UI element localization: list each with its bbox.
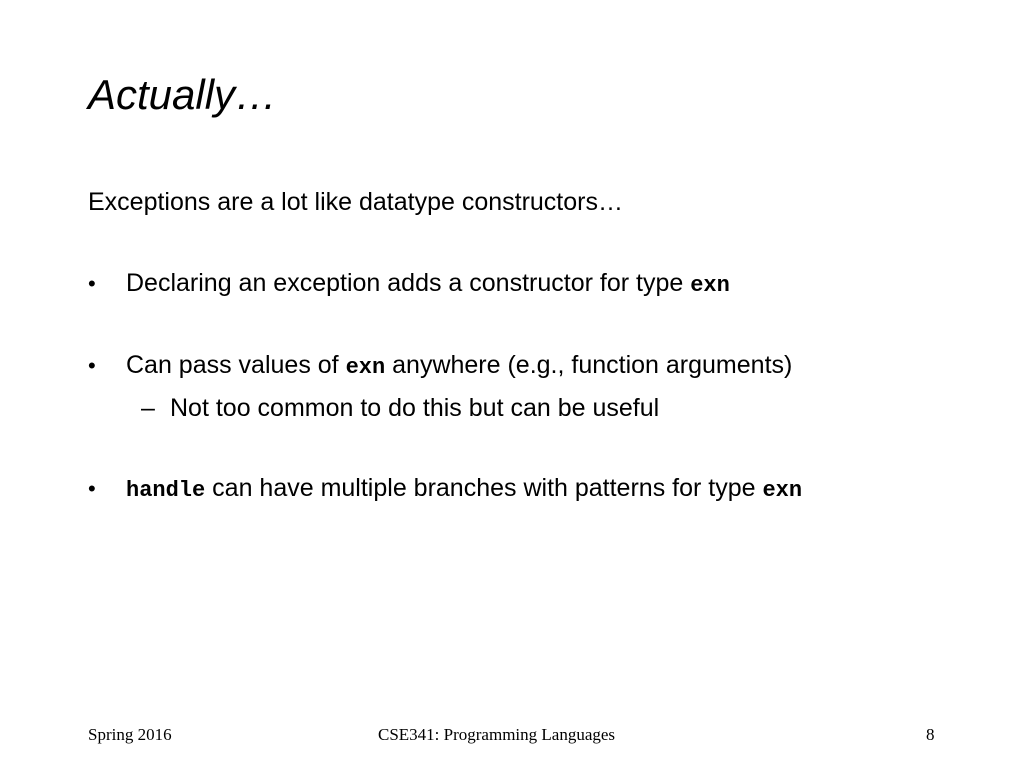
- footer-left: Spring 2016: [88, 725, 172, 744]
- slide-title: Actually…: [88, 71, 278, 118]
- sub-bullet-marker: –: [141, 394, 155, 422]
- bullet-1-text: Declaring an exception adds a constructor for type: [126, 269, 691, 297]
- bullet-3-text: can have multiple branches with patterns for type: [205, 474, 763, 502]
- sub-bullet-text: Not too common to do this but can be useful: [170, 394, 660, 422]
- bullet-1: [126, 271, 730, 297]
- bullet-2-text-before: Can pass values of: [126, 351, 346, 379]
- bullet-3-code-before: handle: [126, 478, 206, 503]
- bullet-1-code: exn: [690, 273, 730, 298]
- bullet-2: [126, 353, 792, 379]
- bullet-3-code-after: exn: [762, 478, 803, 503]
- footer-center: CSE341: Programming Languages: [378, 725, 616, 744]
- bullet-2-text-after: anywhere (e.g., function arguments): [385, 351, 793, 379]
- bullet-marker: •: [88, 271, 96, 296]
- bullet-3: [126, 476, 802, 502]
- bullet-marker: •: [88, 353, 96, 378]
- page-number: 8: [926, 725, 935, 744]
- bullet-2-code: exn: [345, 355, 386, 380]
- intro-text: Exceptions are a lot like datatype constructors…: [88, 188, 623, 216]
- bullet-marker: •: [88, 476, 96, 501]
